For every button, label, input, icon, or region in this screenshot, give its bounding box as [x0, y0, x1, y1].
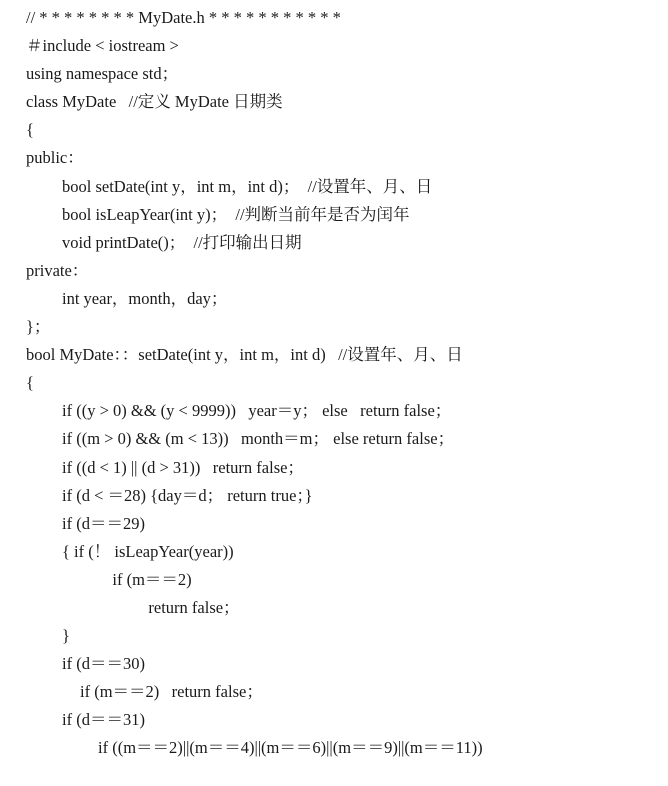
code-line: class MyDate //定义 MyDate 日期类: [26, 92, 283, 112]
code-line: if ((y > 0) && (y < 9999)) year＝y； else return false；: [62, 401, 452, 421]
code-line: bool setDate(int y，int m，int d)； //设置年、月、日: [62, 176, 433, 196]
code-line: if ((m > 0) && (m < 13)) month＝m； else return false；: [62, 429, 455, 449]
code-line: {: [26, 120, 34, 140]
code-document: [26, 4, 656, 763]
code-line: using namespace std；: [26, 64, 179, 84]
code-line: if (m＝＝2) return false；: [80, 682, 263, 702]
code-line: if (d＝＝30): [62, 654, 145, 674]
code-line: return false；: [148, 597, 240, 617]
code-line: private：: [26, 260, 89, 280]
code-line: if ((d < 1) || (d > 31)) return false；: [62, 457, 304, 477]
code-line: { if (！ isLeapYear(year)): [62, 541, 234, 561]
code-line: if (d < ＝28) {day＝d； return true；}: [62, 485, 313, 505]
code-line: // * * * * * * * * MyDate.h * * * * * * * * * * *: [26, 8, 341, 27]
code-line: }；: [26, 317, 51, 337]
code-line: if (d＝＝29): [62, 513, 145, 533]
code-line: public：: [26, 148, 84, 168]
code-line: }: [62, 626, 70, 646]
code-line: {: [26, 373, 34, 393]
code-line: ＃include < iostream >: [26, 36, 179, 56]
code-line: if (d＝＝31): [62, 710, 145, 730]
code-line: void printDate()； //打印输出日期: [62, 232, 302, 252]
code-line: int year，month，day；: [62, 288, 228, 308]
code-line: if ((m＝＝2)||(m＝＝4)||(m＝＝6)||(m＝＝9)||(m＝＝11)): [98, 738, 483, 758]
code-line: bool isLeapYear(int y)； //判断当前年是否为闰年: [62, 204, 410, 224]
code-line: bool MyDate：：setDate(int y，int m，int d) //设置年、月、日: [26, 345, 463, 365]
code-line: if (m＝＝2): [112, 569, 192, 589]
